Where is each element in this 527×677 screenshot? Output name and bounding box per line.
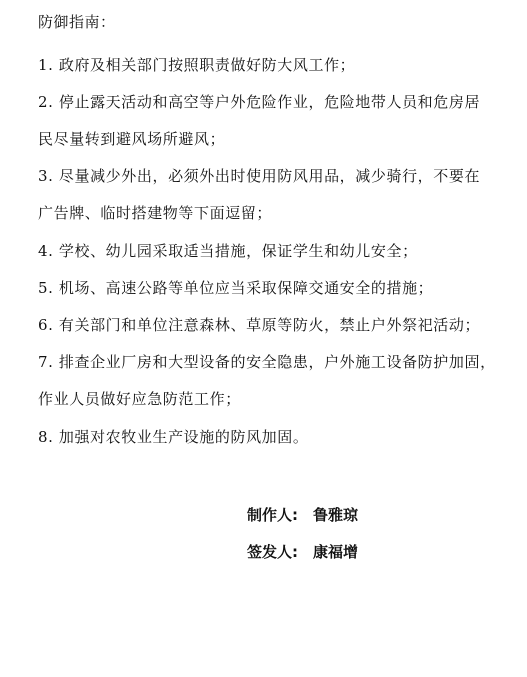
guide-item-7-continued: 作业人员做好应急防范工作； bbox=[38, 390, 241, 408]
guide-item-1: 1. 政府及相关部门按照职责做好防大风工作； bbox=[38, 56, 356, 74]
maker-name: 鲁雅琼 bbox=[313, 506, 359, 524]
issuer-signature bbox=[247, 542, 358, 562]
maker-label: 制作人: bbox=[247, 506, 298, 524]
maker-signature bbox=[247, 505, 358, 525]
issuer-label: 签发人: bbox=[247, 543, 298, 561]
guide-item-2-continued: 民尽量转到避风场所避风； bbox=[38, 130, 226, 148]
guide-item-7: 7. 排查企业厂房和大型设备的安全隐患，户外施工设备防护加固， bbox=[38, 353, 496, 371]
guide-item-3: 3. 尽量减少外出，必须外出时使用防风用品，减少骑行，不要在 bbox=[38, 167, 481, 185]
guide-heading: 防御指南： bbox=[38, 13, 116, 31]
issuer-name: 康福增 bbox=[313, 543, 359, 561]
guide-item-3-continued: 广告牌、临时搭建物等下面逗留； bbox=[38, 204, 273, 222]
guide-item-5: 5. 机场、高速公路等单位应当采取保障交通安全的措施； bbox=[38, 279, 434, 297]
guide-item-2: 2. 停止露天活动和高空等户外危险作业，危险地带人员和危房居 bbox=[38, 93, 481, 111]
guide-item-6: 6. 有关部门和单位注意森林、草原等防火，禁止户外祭祀活动； bbox=[38, 316, 481, 334]
guide-item-8: 8. 加强对农牧业生产设施的防风加固。 bbox=[38, 428, 309, 446]
guide-item-4: 4. 学校、幼儿园采取适当措施，保证学生和幼儿安全； bbox=[38, 242, 418, 260]
